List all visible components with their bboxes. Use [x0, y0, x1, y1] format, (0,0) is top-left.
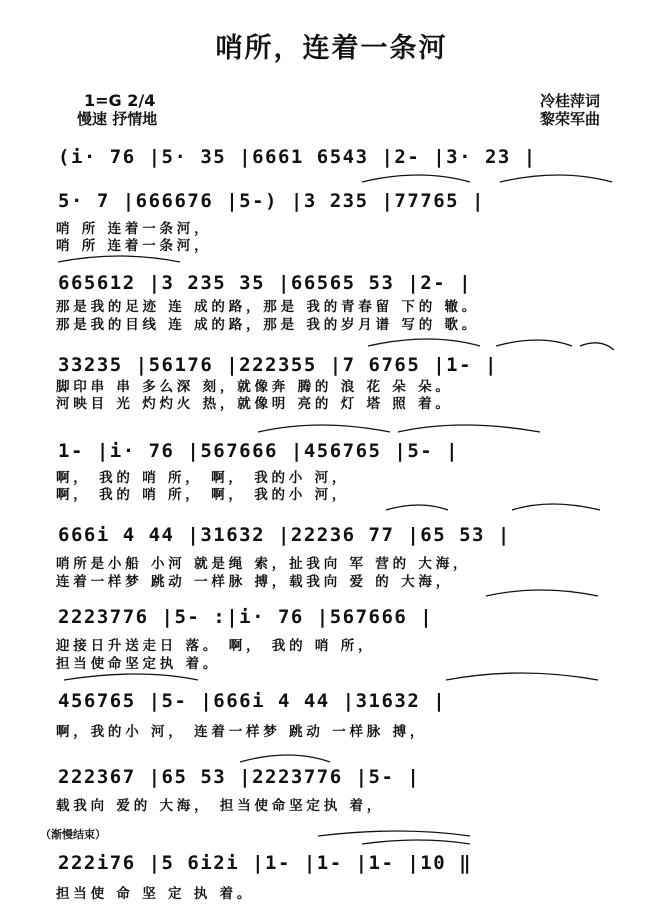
lyric-line-10a: 担当使 命 坚 定 执 着。 [56, 886, 255, 902]
music-line-6: 666i 4 44 |31632 |22236 77 |65 53 | [58, 524, 511, 546]
lyric-line-2b: 哨 所 连着一条河， [56, 238, 212, 254]
music-line-10: 222i76 |5 6i2i |1- |1- |1- |10 ‖ [58, 852, 473, 874]
composer-credit: 黎荣军曲 [540, 110, 601, 128]
lyric-line-9a: 载我向 爱的 大海， 担当使命坚定执 着， [56, 798, 385, 814]
tempo-note: （渐慢结束） [40, 828, 106, 841]
lyric-line-7a: 迎接日升送走日 落。 啊， 我的 哨 所， [56, 638, 376, 654]
lyric-line-7b: 担当使命坚定执 着。 [56, 656, 221, 672]
music-line-8: 456765 |5- |666i 4 44 |31632 | [58, 690, 447, 712]
lyric-line-6b: 连着一样梦 跳动 一样脉 搏，载我向 爱 的 大海， [56, 574, 453, 590]
lyric-line-6a: 哨所是小船 小河 就是绳 索，扯我向 军 营的 大海， [56, 556, 471, 572]
music-line-5: 1- |i· 76 |567666 |456765 |5- | [58, 440, 460, 462]
lyric-line-4b: 河映目 光 灼灼火 热，就像明 亮的 灯 塔 照 着。 [56, 396, 453, 412]
lyric-line-2a: 哨 所 连着一条河， [56, 221, 212, 237]
music-line-9: 222367 |65 53 |2223776 |5- | [58, 766, 421, 788]
music-line-2: 5· 7 |666676 |5-) |3 235 |77765 | [58, 190, 485, 212]
tempo-marking: 慢速 抒情地 [77, 110, 158, 128]
music-line-1: (i· 76 |5· 35 |6661 6543 |2- |3· 23 | [58, 146, 537, 168]
lyric-line-4a: 脚印串 串 多么深 刻，就像奔 腾的 浪 花 朵 朵。 [56, 379, 453, 395]
music-line-4: 33235 |56176 |222355 |7 6765 |1- | [58, 354, 498, 376]
key-signature: 1=G 2/4 [84, 91, 156, 110]
lyric-line-5b: 啊， 我的 哨 所， 啊， 我的小 河， [56, 487, 350, 503]
lyric-line-8a: 啊，我的小 河， 连着一样梦 跳动 一样脉 搏， [56, 724, 428, 740]
music-line-3: 665612 |3 235 35 |66565 53 |2- | [58, 272, 473, 294]
music-line-7: 2223776 |5- :|i· 76 |567666 | [58, 606, 434, 628]
lyric-line-5a: 啊， 我的 哨 所， 啊， 我的小 河， [56, 470, 350, 486]
song-title: 哨所，连着一条河 [215, 33, 448, 64]
lyricist-credit: 冷桂萍词 [540, 92, 601, 110]
lyric-line-3a: 那是我的足迹 连 成的路，那是 我的青春留 下的 辙。 [56, 299, 480, 315]
lyric-line-3b: 那是我的目线 连 成的路，那是 我的岁月谱 写的 歌。 [56, 317, 480, 333]
